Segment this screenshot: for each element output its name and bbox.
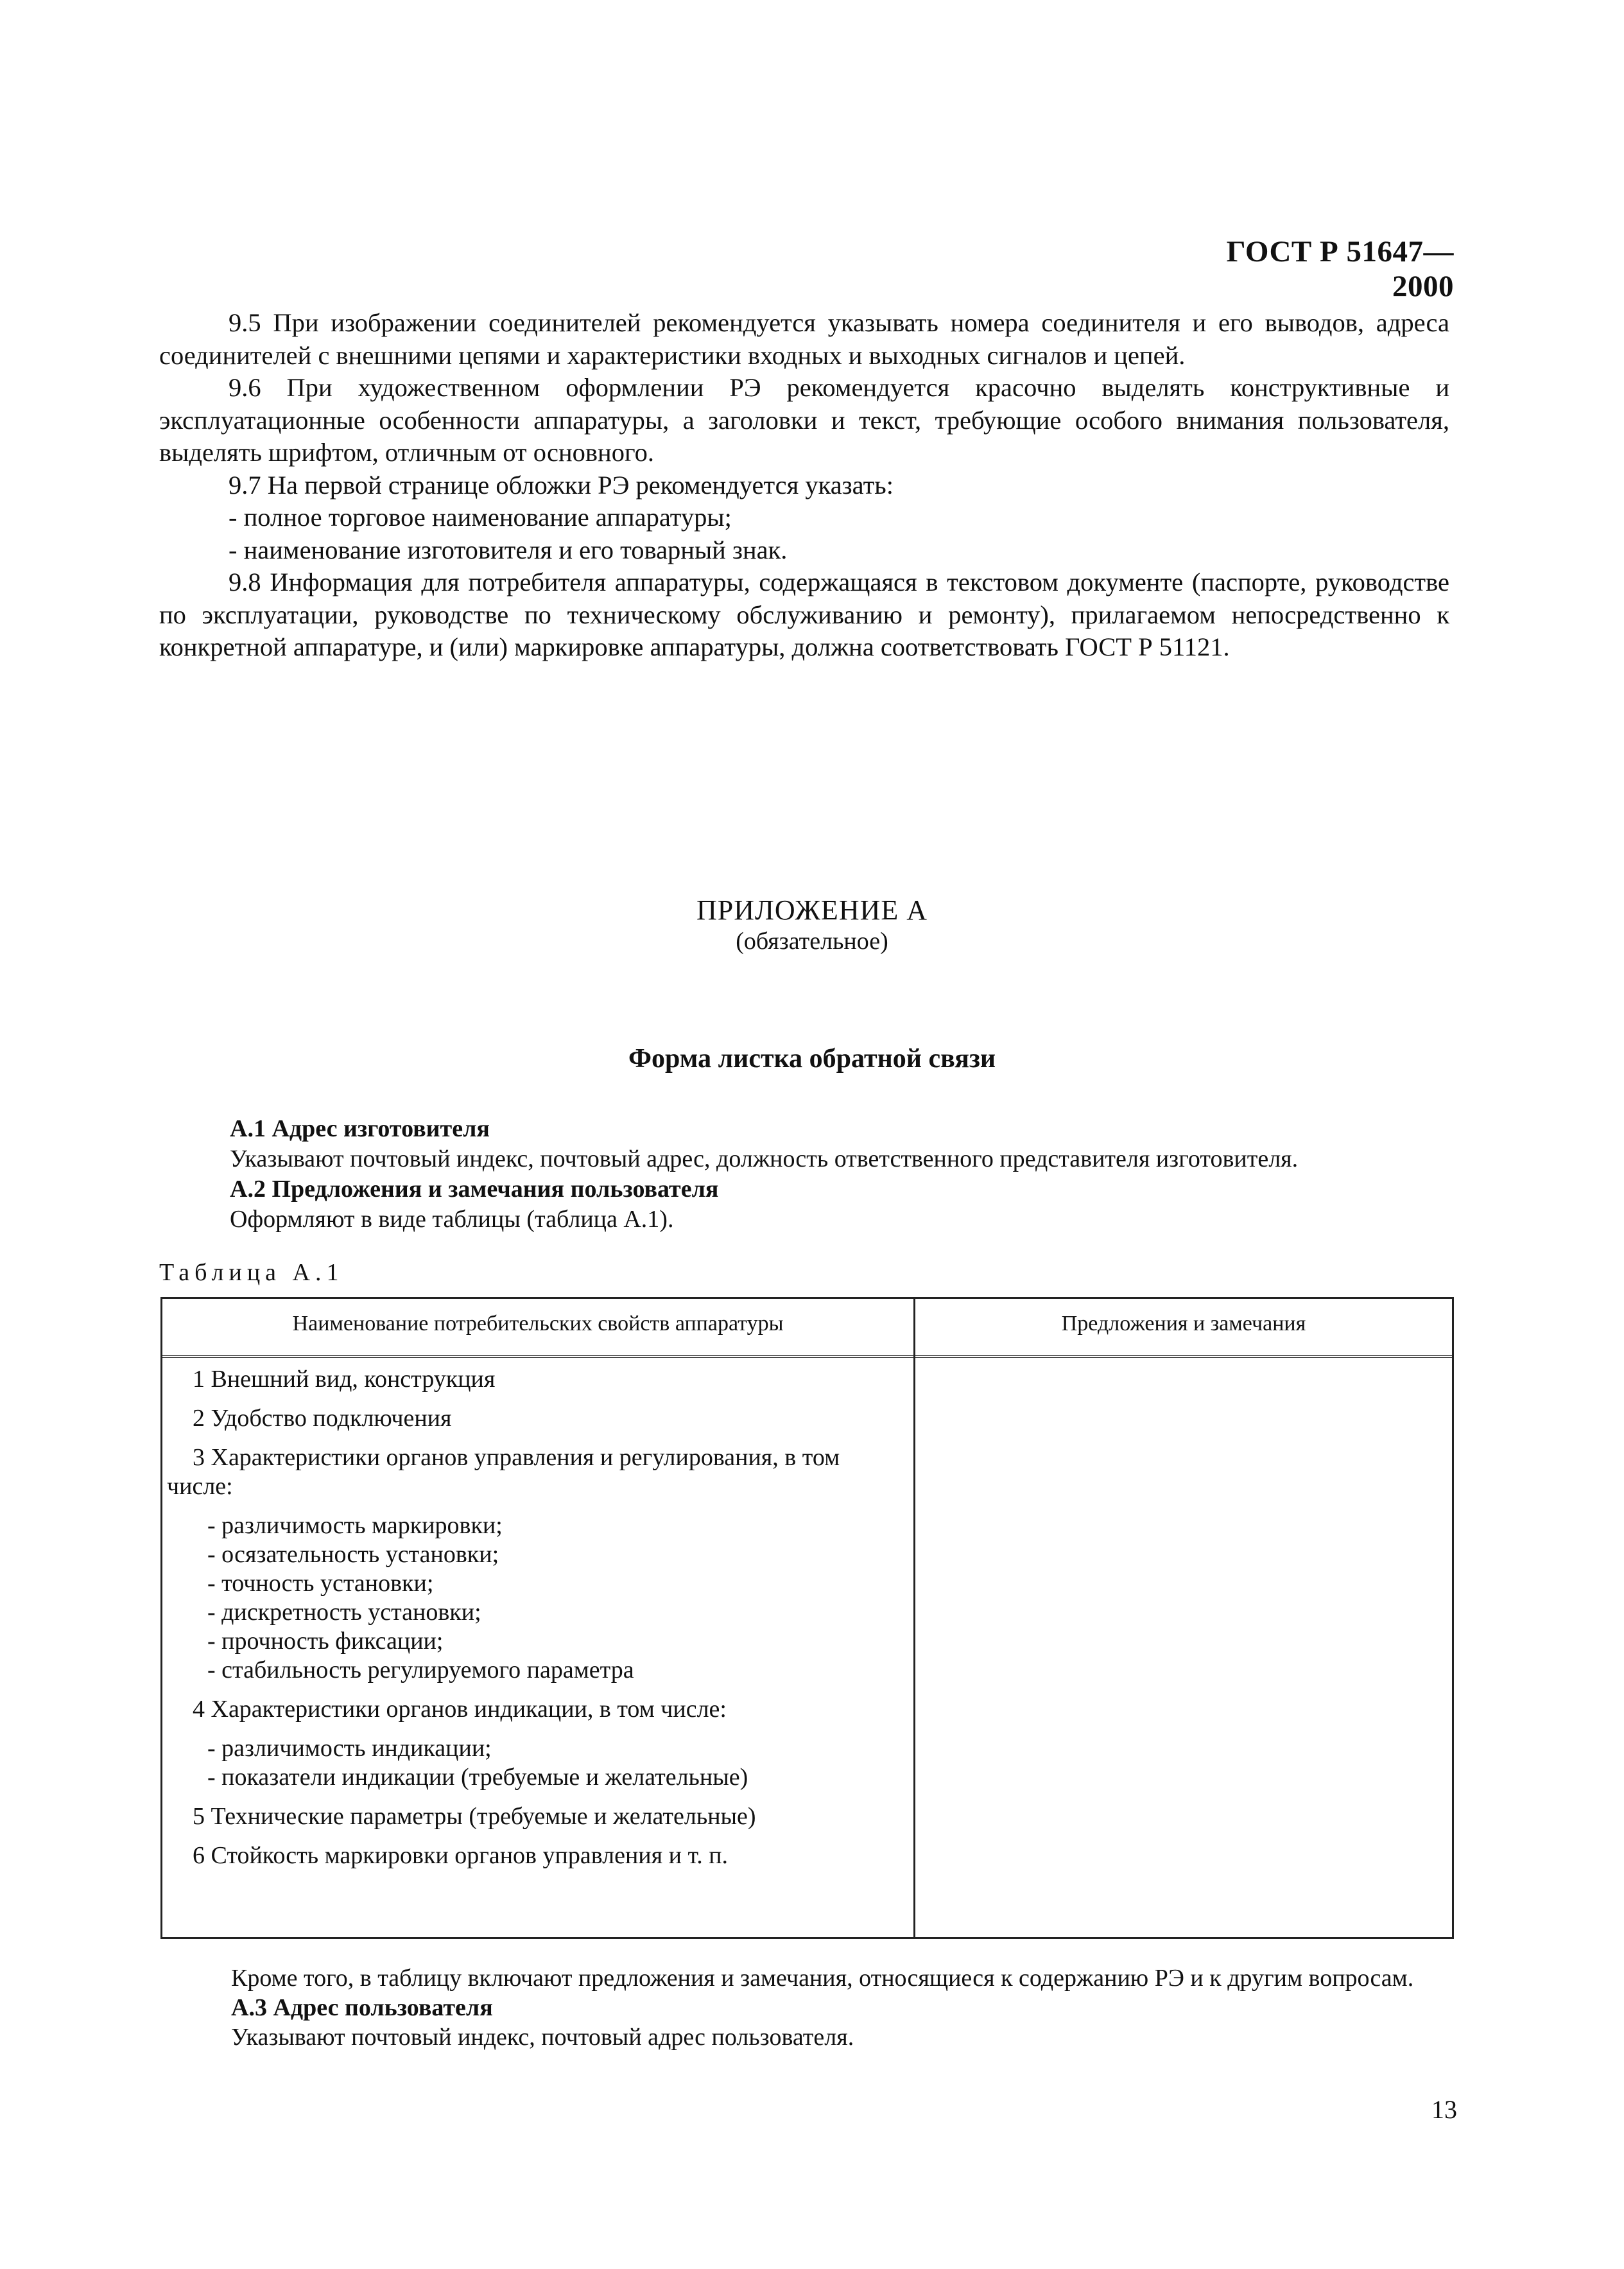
list-item: - прочность фиксации; [207, 1628, 444, 1655]
page-number: 13 [1431, 2095, 1457, 2124]
list-item: - показатели индикации (требуемые и желательные) [207, 1764, 748, 1791]
section-a2-heading: А.2 Предложения и замечания пользователя [230, 1176, 719, 1203]
appendix-title: ПРИЛОЖЕНИЕ А [696, 894, 928, 926]
closing-paragraph: Кроме того, в таблицу включают предложения и замечания, относящиеся к содержанию РЭ и к другим вопросам. [231, 1965, 1414, 1992]
table-row-sublist [162, 1511, 907, 1685]
list-item: - осязательность установки; [207, 1541, 499, 1568]
table-row-sublist [162, 1734, 907, 1792]
table-row: 4 Характеристики органов индикации, в том числе: [193, 1696, 727, 1723]
after-table-text [159, 1963, 1449, 2052]
body-text [159, 307, 1449, 664]
list-item: - наименование изготовителя и его товарный знак. [229, 535, 788, 564]
form-title: Форма листка обратной связи [628, 1044, 996, 1074]
list-item: - стабильность регулируемого параметра [207, 1656, 634, 1683]
list-item: - различимость маркировки; [207, 1512, 503, 1539]
appendix-note: (обязательное) [736, 928, 888, 955]
paragraph-9-6: 9.6 При художественном оформлении РЭ рекомендуется красочно выделять конструктивные и эксплуатационные особенности аппаратуры, а заголовки и текст, требующие особого внимания пользователя, выделять шрифтом, отличным от основного. [159, 373, 1449, 467]
document-code: ГОСТ Р 51647—2000 [1226, 235, 1454, 303]
table-row: 1 Внешний вид, конструкция [193, 1366, 496, 1393]
table-row: 3 Характеристики органов управления и регулирования, в том числе: [167, 1444, 840, 1500]
section-a2-text: Оформляют в виде таблицы (таблица А.1). [230, 1206, 674, 1233]
table-row: 2 Удобство подключения [193, 1405, 452, 1432]
list-item: - дискретность установки; [207, 1599, 481, 1626]
table-header-properties: Наименование потребительских свойств аппаратуры [292, 1312, 784, 1335]
table-rows [162, 1365, 907, 1881]
header-divider [162, 1355, 1452, 1358]
list-item: - полное торговое наименование аппаратуры; [229, 503, 732, 532]
section-a3-text: Указывают почтовый индекс, почтовый адрес пользователя. [231, 2024, 854, 2051]
section-a3-heading: А.3 Адрес пользователя [231, 1994, 493, 2021]
table-header-suggestions: Предложения и замечания [1061, 1312, 1306, 1335]
table-row: 6 Стойкость маркировки органов управления и т. п. [193, 1842, 729, 1869]
table-caption: Таблица А.1 [159, 1259, 344, 1286]
section-a1-text: Указывают почтовый индекс, почтовый адрес, должность ответственного представителя изготовителя. [230, 1145, 1299, 1172]
list-item: - точность установки; [207, 1570, 434, 1597]
section-a1-heading: А.1 Адрес изготовителя [230, 1115, 490, 1142]
paragraph-9-5: 9.5 При изображении соединителей рекомендуется указывать номера соединителя и его выводов, адреса соединителей с внешними цепями и характеристики входных и выходных сигналов и цепей. [159, 308, 1449, 370]
paragraph-9-8: 9.8 Информация для потребителя аппаратуры, содержащаяся в текстовом документе (паспорте, руководстве по эксплуатации, руководстве по техническому обслуживанию и ремонту), прилагаемом непосредственно к конкретной аппаратуре, и (или) маркировке аппаратуры, должна соответствовать ГОСТ Р 51121. [159, 568, 1449, 661]
list-item: - различимость индикации; [207, 1735, 492, 1762]
feedback-table [160, 1297, 1454, 1939]
table-row: 5 Технические параметры (требуемые и желательные) [193, 1803, 756, 1830]
appendix-sections [230, 1114, 1462, 1235]
column-divider [913, 1299, 915, 1937]
paragraph-9-7: 9.7 На первой странице обложки РЭ рекомендуется указать: [229, 470, 894, 500]
